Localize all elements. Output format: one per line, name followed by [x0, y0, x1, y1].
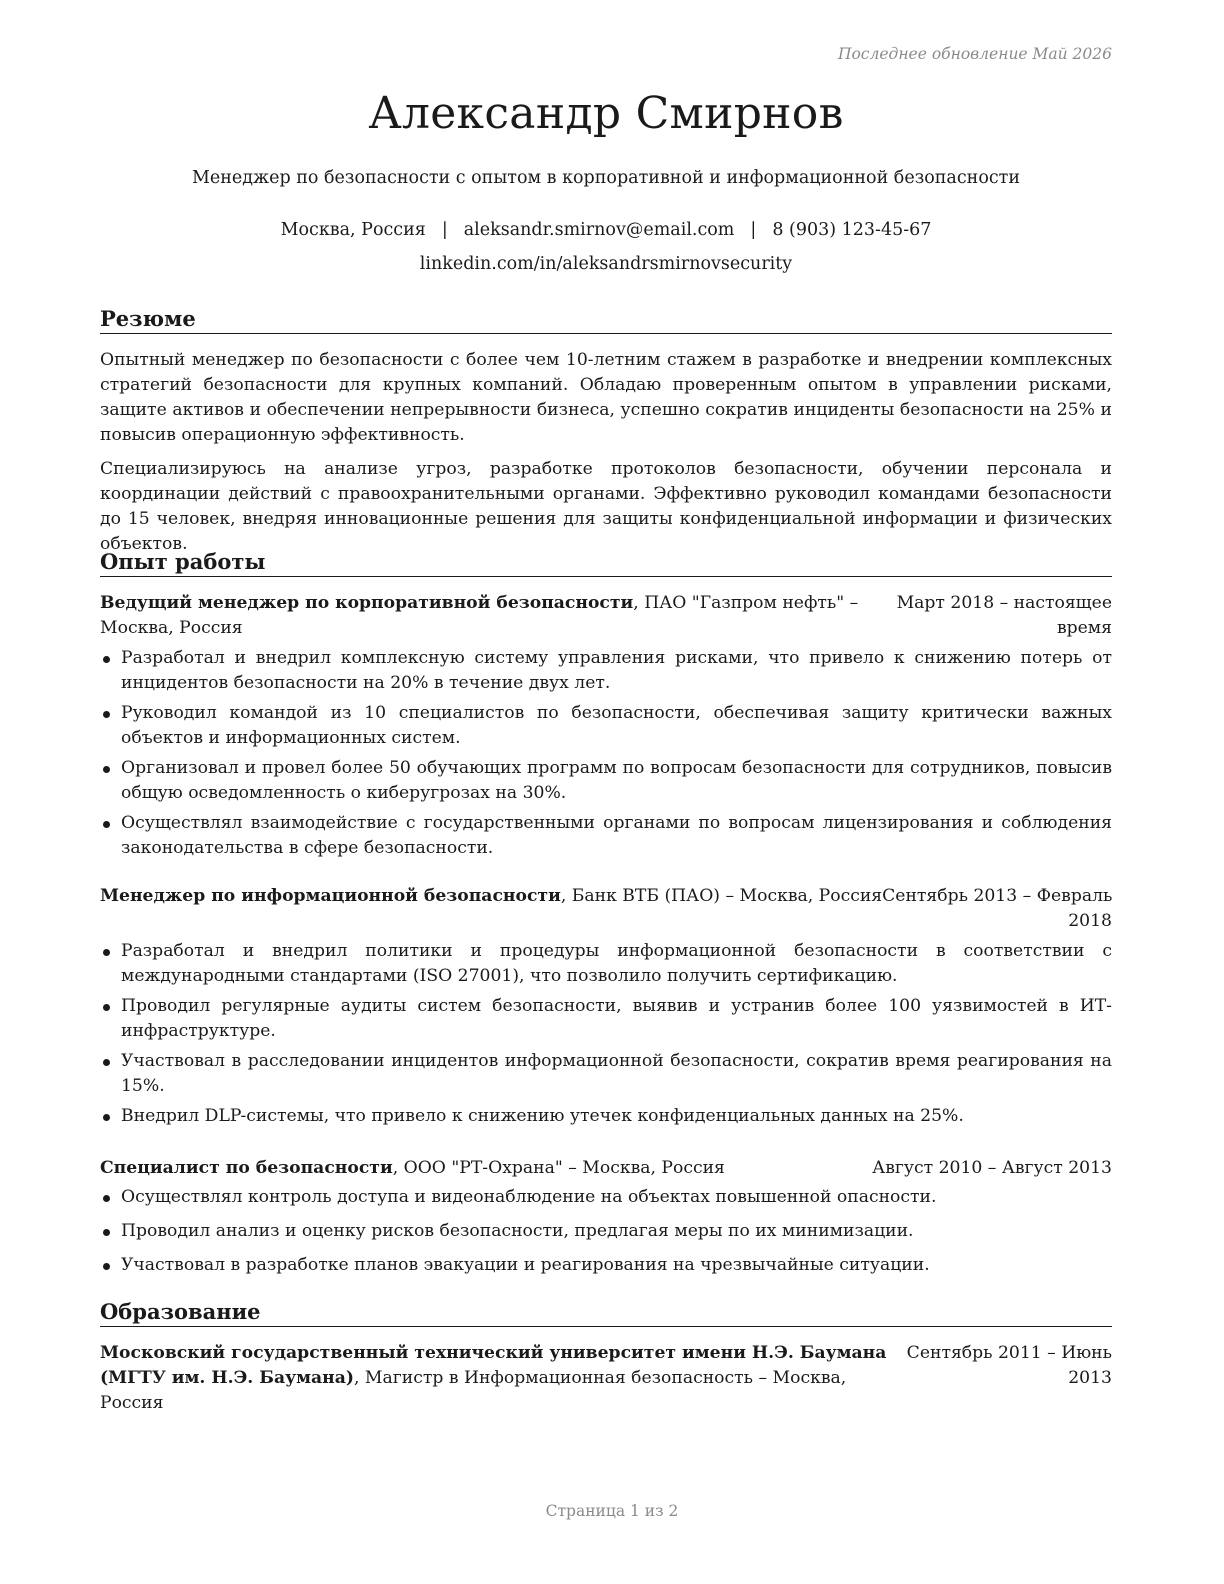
job-role: Ведущий менеджер по корпоративной безопасности [100, 593, 634, 613]
list-item: Разработал и внедрил комплексную систему управления рисками, что привело к снижению потерь от инцидентов безопасности на 20% в течение двух лет. [100, 646, 1112, 696]
education-location: Россия [100, 1393, 164, 1413]
job-role: Специалист по безопасности [100, 1158, 393, 1178]
list-item: Разработал и внедрил политики и процедуры информационной безопасности в соответствии с международными стандартами (ISO 27001), что позволило получить сертификацию. [100, 939, 1112, 989]
job-location: Москва, Россия [100, 618, 243, 638]
linkedin-link[interactable]: linkedin.com/in/aleksandrsmirnovsecurity [419, 254, 793, 274]
job-dates-continued: 2018 [1068, 911, 1112, 931]
contact-line [100, 220, 1112, 240]
education-degree: , Магистр в Информационная безопасность – Москва, [354, 1368, 847, 1388]
job-organization: , ООО "РТ-Охрана" – Москва, Россия [392, 1158, 725, 1178]
job-bullets [100, 1185, 1112, 1283]
list-item: Осуществлял взаимодействие с государственными органами по вопросам лицензирования и соблюдения законодательства в сфере безопасности. [100, 811, 1112, 861]
list-item: Руководил командой из 10 специалистов по безопасности, обеспечивая защиту критически важных объектов и информационных систем. [100, 701, 1112, 751]
contact-separator: | [441, 220, 448, 240]
education-entry [100, 1341, 1112, 1416]
job-bullets [100, 939, 1112, 1134]
last-updated: Последнее обновление Май 2026 [837, 45, 1112, 63]
list-item: Участвовал в разработке планов эвакуации и реагирования на чрезвычайные ситуации. [100, 1253, 1112, 1278]
education-school: Московский государственный технический университет имени Н.Э. Баумана [100, 1343, 887, 1363]
job-role: Менеджер по информационной безопасности [100, 886, 561, 906]
section-title-education: Образование [100, 1299, 1112, 1327]
job-organization: , ПАО "Газпром нефть" – [633, 593, 859, 613]
page-number: Страница 1 из 2 [545, 1502, 679, 1520]
section-title-experience: Опыт работы [100, 549, 1112, 577]
job-organization: , Банк ВТБ (ПАО) – Москва, Россия [560, 886, 883, 906]
tagline: Менеджер по безопасности с опытом в корпоративной и информационной безопасности [191, 168, 1021, 188]
job-header [100, 1156, 1112, 1181]
section-title-summary: Резюме [100, 306, 1112, 334]
list-item: Участвовал в расследовании инцидентов информационной безопасности, сократив время реагирования на 15%. [100, 1049, 1112, 1099]
education-dates-continued: 2013 [1068, 1368, 1112, 1388]
list-item: Осуществлял контроль доступа и видеонаблюдение на объектах повышенной опасности. [100, 1185, 1112, 1210]
education-dates: Сентябрь 2011 – Июнь [906, 1343, 1112, 1363]
contact-separator: | [750, 220, 757, 240]
contact-phone: 8 (903) 123-45-67 [772, 220, 932, 240]
contact-email[interactable]: aleksandr.smirnov@email.com [463, 220, 735, 240]
job-header [100, 884, 1112, 934]
candidate-name: Александр Смирнов [368, 88, 844, 139]
list-item: Проводил регулярные аудиты систем безопасности, выявив и устранив более 100 уязвимостей в ИТ-инфраструктуре. [100, 994, 1112, 1044]
summary-paragraph: Специализируюсь на анализе угроз, разработке протоколов безопасности, обучении персонала и координации действий с правоохранительными органами. Эффективно руководил командами безопасности до 15 человек, внедряя инновационные решения для защиты конфиденциальной информации и физических объектов. [100, 459, 1112, 554]
education-school-abbr: (МГТУ им. Н.Э. Баумана) [100, 1368, 354, 1388]
job-dates-continued: время [1056, 618, 1112, 638]
job-header [100, 591, 1112, 641]
list-item: Организовал и провел более 50 обучающих программ по вопросам безопасности для сотрудников, повысив общую осведомленность о киберугрозах на 30%. [100, 756, 1112, 806]
list-item: Проводил анализ и оценку рисков безопасности, предлагая меры по их минимизации. [100, 1219, 1112, 1244]
contact-location: Москва, Россия [280, 220, 426, 240]
summary-paragraph: Опытный менеджер по безопасности с более чем 10-летним стажем в разработке и внедрении комплексных стратегий безопасности для крупных компаний. Обладаю проверенным опытом в управлении рисками, защите активов и обеспечении непрерывности бизнеса, успешно сократив инциденты безопасности на 25% и повысив операционную эффективность. [100, 350, 1112, 445]
list-item: Внедрил DLP-системы, что привело к снижению утечек конфиденциальных данных на 25%. [100, 1104, 1112, 1129]
job-bullets [100, 646, 1112, 866]
job-dates: Март 2018 – настоящее [896, 593, 1112, 613]
job-dates: Август 2010 – Август 2013 [872, 1158, 1112, 1178]
job-dates: Сентябрь 2013 – Февраль [882, 886, 1113, 906]
